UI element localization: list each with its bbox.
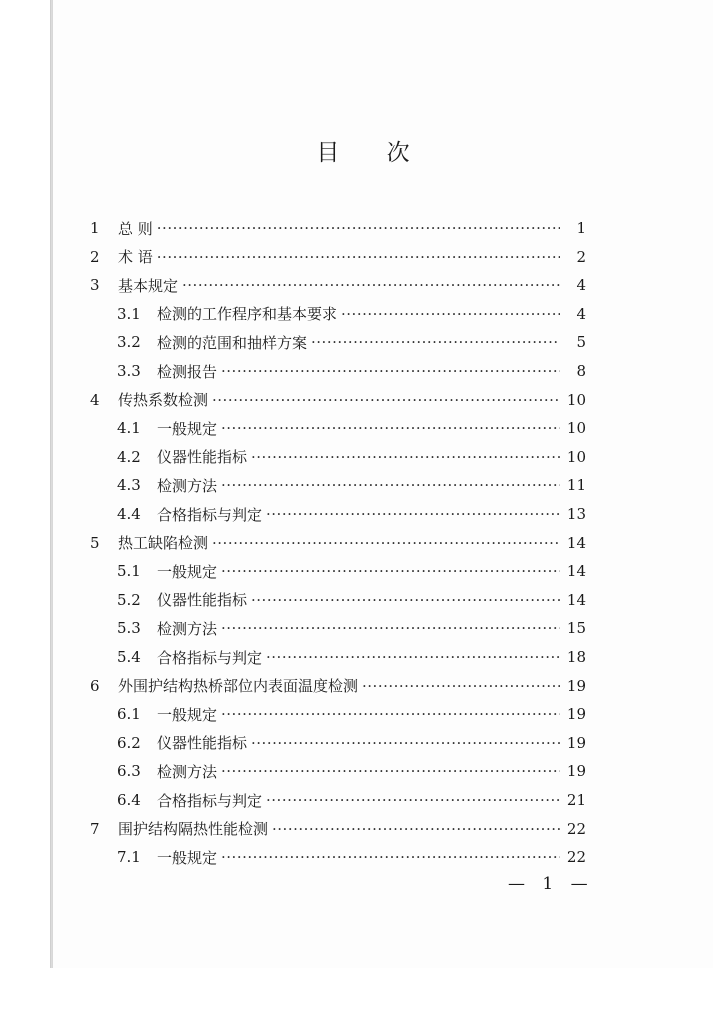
toc-entry: [117, 357, 586, 385]
toc-entry: [117, 729, 586, 757]
toc-entry-number: 6.2: [117, 733, 141, 752]
toc-leader-dots: [221, 848, 560, 866]
toc-entry-page: 10: [566, 447, 586, 466]
toc-entry-number: 5.1: [117, 562, 141, 581]
toc-entry: [90, 214, 586, 242]
toc-entry-number: 4.2: [117, 447, 141, 466]
toc-entry-number: 4.3: [117, 476, 141, 495]
toc-leader-dots: [212, 534, 560, 552]
toc-entry-page: 15: [566, 619, 586, 638]
toc-leader-dots: [311, 333, 560, 351]
toc-leader-dots: [362, 677, 560, 695]
toc-leader-dots: [221, 705, 560, 723]
page-title: 目 次: [316, 140, 430, 166]
toc-entry-number: 5.2: [117, 590, 141, 609]
toc-entry-page: 19: [566, 762, 586, 781]
toc-entry-page: 2: [576, 247, 586, 266]
toc-entry-page: 19: [566, 676, 586, 695]
toc-entry-page: 14: [566, 590, 586, 609]
toc-entry-page: 14: [566, 562, 586, 581]
toc-entry: [117, 471, 586, 499]
toc-entry-label: 外围护结构热桥部位内表面温度检测: [118, 677, 359, 696]
toc-entry-label: 围护结构隔热性能检测: [118, 820, 269, 839]
toc-entry: [90, 672, 586, 700]
toc-entry-number: 3: [90, 276, 100, 295]
toc-entry-number: 4.4: [117, 505, 141, 523]
toc-leader-dots: [341, 305, 560, 323]
toc-entry-label: 一般规定: [157, 419, 218, 438]
toc-entry-page: 22: [566, 848, 586, 867]
toc-entry: [117, 443, 586, 471]
toc-entry-label: 传热系数检测: [118, 391, 209, 410]
toc-entry: [117, 786, 586, 814]
toc-entry: [117, 843, 586, 871]
toc-leader-dots: [272, 820, 560, 838]
toc-entry-label: 总 则: [118, 219, 153, 238]
toc-entry-page: 4: [576, 304, 586, 323]
toc-leader-dots: [266, 648, 560, 666]
toc-entry-number: 1: [90, 219, 100, 237]
toc-entry-label: 基本规定: [118, 276, 179, 295]
toc-entry-number: 6: [90, 676, 100, 695]
toc-entry: [90, 529, 586, 557]
toc-entry: [117, 614, 586, 642]
toc-leader-dots: [266, 505, 560, 523]
toc-entry-page: 22: [566, 819, 586, 838]
toc-entry-page: 13: [566, 505, 586, 523]
toc-entry-number: 4.1: [117, 419, 141, 438]
toc-entry: [90, 815, 586, 843]
toc-entry-number: 7: [90, 819, 100, 838]
toc-entry-label: 检测报告: [157, 362, 218, 381]
toc-entry: [117, 414, 586, 442]
toc-entry: [117, 500, 586, 528]
toc-entry-page: 21: [566, 791, 586, 809]
toc-entry-label: 一般规定: [157, 705, 218, 724]
toc-entry-label: 合格指标与判定: [157, 791, 263, 810]
toc-leader-dots: [157, 248, 560, 266]
toc-entry-label: 合格指标与判定: [157, 648, 263, 667]
toc-leader-dots: [221, 619, 560, 637]
toc-entry-label: 检测的工作程序和基本要求: [157, 305, 338, 324]
toc-leader-dots: [251, 591, 560, 609]
toc-entry-page: 1: [576, 219, 586, 237]
toc-leader-dots: [221, 762, 560, 780]
toc-entry-label: 仪器性能指标: [157, 734, 248, 753]
toc-leader-dots: [266, 791, 560, 809]
toc-entry: [117, 643, 586, 671]
toc-entry-page: 4: [576, 276, 586, 295]
toc-entry-page: 8: [576, 362, 586, 380]
toc-entry-label: 术 语: [118, 248, 153, 267]
toc-leader-dots: [212, 391, 560, 409]
toc-entry-number: 6.3: [117, 762, 141, 781]
toc-entry-page: 5: [576, 333, 586, 352]
toc-entry-page: 18: [566, 648, 586, 666]
toc-entry-label: 仪器性能指标: [157, 591, 248, 610]
toc-entry: [90, 243, 586, 271]
toc-leader-dots: [221, 562, 560, 580]
toc-entry-label: 一般规定: [157, 562, 218, 581]
toc-entry-label: 检测的范围和抽样方案: [157, 333, 308, 352]
toc-entry: [117, 757, 586, 785]
toc-entry-number: 5: [90, 533, 100, 552]
toc-entry: [117, 586, 586, 614]
toc-entry-page: 14: [566, 533, 586, 552]
toc-entry-number: 4: [90, 390, 100, 409]
toc-entry-label: 仪器性能指标: [157, 448, 248, 467]
toc-entry-number: 6.4: [117, 791, 141, 809]
toc-entry-number: 3.1: [117, 304, 141, 323]
toc-entry-page: 10: [566, 390, 586, 409]
toc-entry-number: 6.1: [117, 705, 141, 724]
toc-leader-dots: [221, 362, 560, 380]
toc-entry-number: 3.3: [117, 362, 141, 380]
toc-leader-dots: [221, 419, 560, 437]
toc-entry: [90, 271, 586, 299]
toc-entry-label: 检测方法: [157, 619, 218, 638]
toc-entry: [117, 700, 586, 728]
toc-entry: [117, 328, 586, 356]
toc-entry-page: 11: [566, 476, 586, 495]
toc-entry-number: 5.3: [117, 619, 141, 638]
toc-entry-label: 一般规定: [157, 848, 218, 867]
toc-entry: [90, 386, 586, 414]
toc-entry-number: 7.1: [117, 848, 141, 867]
toc-entry-page: 10: [566, 419, 586, 438]
toc-entry-label: 检测方法: [157, 762, 218, 781]
toc-entry-label: 合格指标与判定: [157, 505, 263, 524]
toc-leader-dots: [251, 448, 560, 466]
toc-entry-label: 检测方法: [157, 476, 218, 495]
toc-entry-number: 3.2: [117, 333, 141, 352]
toc-entry-page: 19: [566, 733, 586, 752]
toc-entry-number: 2: [90, 247, 100, 266]
toc-entry-page: 19: [566, 705, 586, 724]
toc-leader-dots: [221, 476, 560, 494]
toc-entry: [117, 300, 586, 328]
page-number-footer: — 1 —: [508, 874, 594, 894]
toc-leader-dots: [157, 219, 560, 237]
toc-leader-dots: [251, 734, 560, 752]
toc-entry-label: 热工缺陷检测: [118, 534, 209, 553]
toc-leader-dots: [182, 276, 560, 294]
toc-entry-number: 5.4: [117, 648, 141, 666]
toc-entry: [117, 557, 586, 585]
